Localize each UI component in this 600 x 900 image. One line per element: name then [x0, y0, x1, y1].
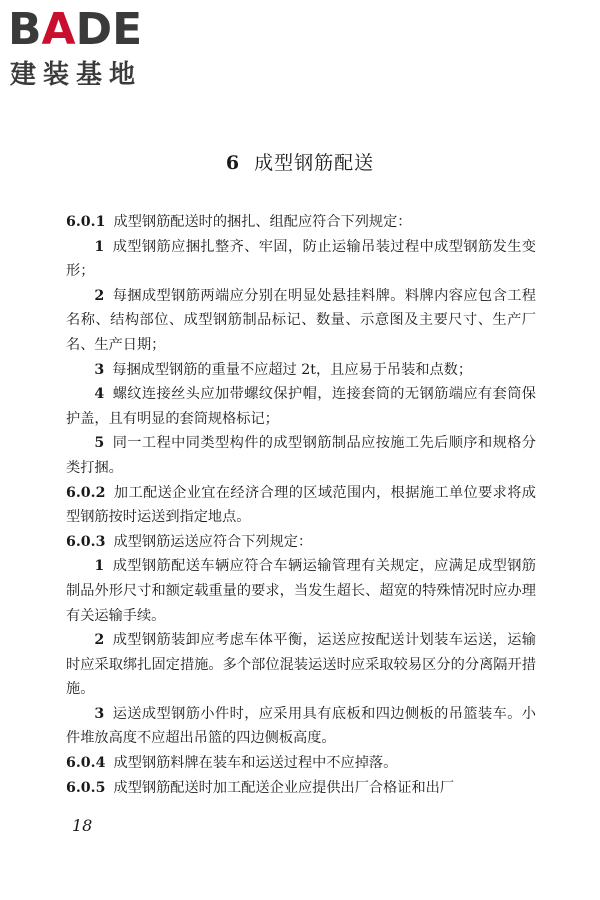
item-number: 1 [94, 558, 105, 575]
clause-paragraph [66, 530, 536, 555]
logo-letter-b: B [8, 4, 42, 55]
paragraph-text: 成型钢筋配送车辆应符合车辆运输管理有关规定，应满足成型钢筋制品外形尺寸和额定载重量的要求，当发生超长、超宽的特殊情况时应办理有关运输手续。 [66, 558, 536, 624]
item-number: 2 [94, 632, 105, 649]
list-item [66, 235, 536, 284]
clause-number: 6.0.4 [66, 755, 106, 772]
paragraph-text: 运送成型钢筋小件时，应采用具有底板和四边侧板的吊篮装车。小件堆放高度不应超出吊篮的四边侧板高度。 [66, 705, 536, 747]
chapter-title: 成型钢筋配送 [254, 152, 375, 174]
item-number: 2 [94, 287, 105, 304]
clause-number: 6.0.5 [66, 779, 106, 796]
clause-paragraph [66, 210, 536, 235]
list-item [66, 554, 536, 628]
list-item [66, 382, 536, 431]
paragraph-text: 每捆成型钢筋的重量不应超过 2t，且应易于吊装和点数； [112, 361, 473, 378]
logo-wordmark [8, 6, 142, 54]
paragraph-text: 成型钢筋应捆扎整齐、牢固，防止运输吊装过程中成型钢筋发生变形； [66, 238, 536, 280]
logo-letters-de: DE [75, 4, 143, 55]
page-number: 18 [72, 816, 93, 835]
chapter-heading [0, 150, 600, 176]
item-number: 3 [94, 361, 105, 378]
item-number: 3 [94, 705, 105, 722]
paragraph-text: 同一工程中同类型构件的成型钢筋制品应按施工先后顺序和规格分类打捆。 [66, 435, 536, 476]
item-number: 5 [94, 435, 105, 452]
list-item [66, 628, 536, 702]
paragraph-text: 成型钢筋配送时的捆扎、组配应符合下列规定： [113, 214, 412, 230]
clause-number: 6.0.1 [66, 214, 106, 230]
document-body [66, 210, 536, 800]
paragraph-text: 螺纹连接丝头应加带螺纹保护帽，连接套筒的无钢筋端应有套筒保护盖，且有明显的套筒规格标记； [66, 386, 536, 427]
item-number: 1 [94, 238, 105, 255]
item-number: 4 [94, 386, 105, 403]
paragraph-text: 成型钢筋配送时加工配送企业应提供出厂合格证和出厂 [113, 779, 455, 796]
logo-subtitle: 建装基地 [10, 60, 143, 90]
clause-paragraph [66, 751, 536, 776]
list-item [66, 702, 536, 751]
paragraph-text: 每捆成型钢筋两端应分别在明显处悬挂料牌。料牌内容应包含工程名称、结构部位、成型钢筋制品标记、数量、示意图及主要尺寸、生产厂名、生产日期； [66, 287, 536, 353]
list-item [66, 431, 536, 480]
list-item [66, 358, 536, 383]
clause-number: 6.0.2 [66, 484, 106, 501]
paragraph-text: 成型钢筋运送应符合下列规定： [113, 533, 313, 550]
logo-letter-a: A [41, 4, 76, 55]
paragraph-text: 成型钢筋装卸应考虑车体平衡，运送应按配送计划装车运送，运输时应采取绑扎固定措施。多个部位混装运送时应采取较易区分的分离隔开措施。 [66, 632, 536, 698]
clause-number: 6.0.3 [66, 533, 106, 550]
clause-paragraph [66, 481, 536, 530]
bade-logo [8, 6, 188, 98]
list-item [66, 284, 536, 358]
chapter-number: 6 [225, 152, 241, 174]
clause-paragraph [66, 776, 536, 801]
paragraph-text: 成型钢筋料牌在装车和运送过程中不应掉落。 [113, 755, 398, 772]
paragraph-text: 加工配送企业宜在经济合理的区域范围内，根据施工单位要求将成型钢筋按时运送到指定地点。 [66, 484, 536, 526]
